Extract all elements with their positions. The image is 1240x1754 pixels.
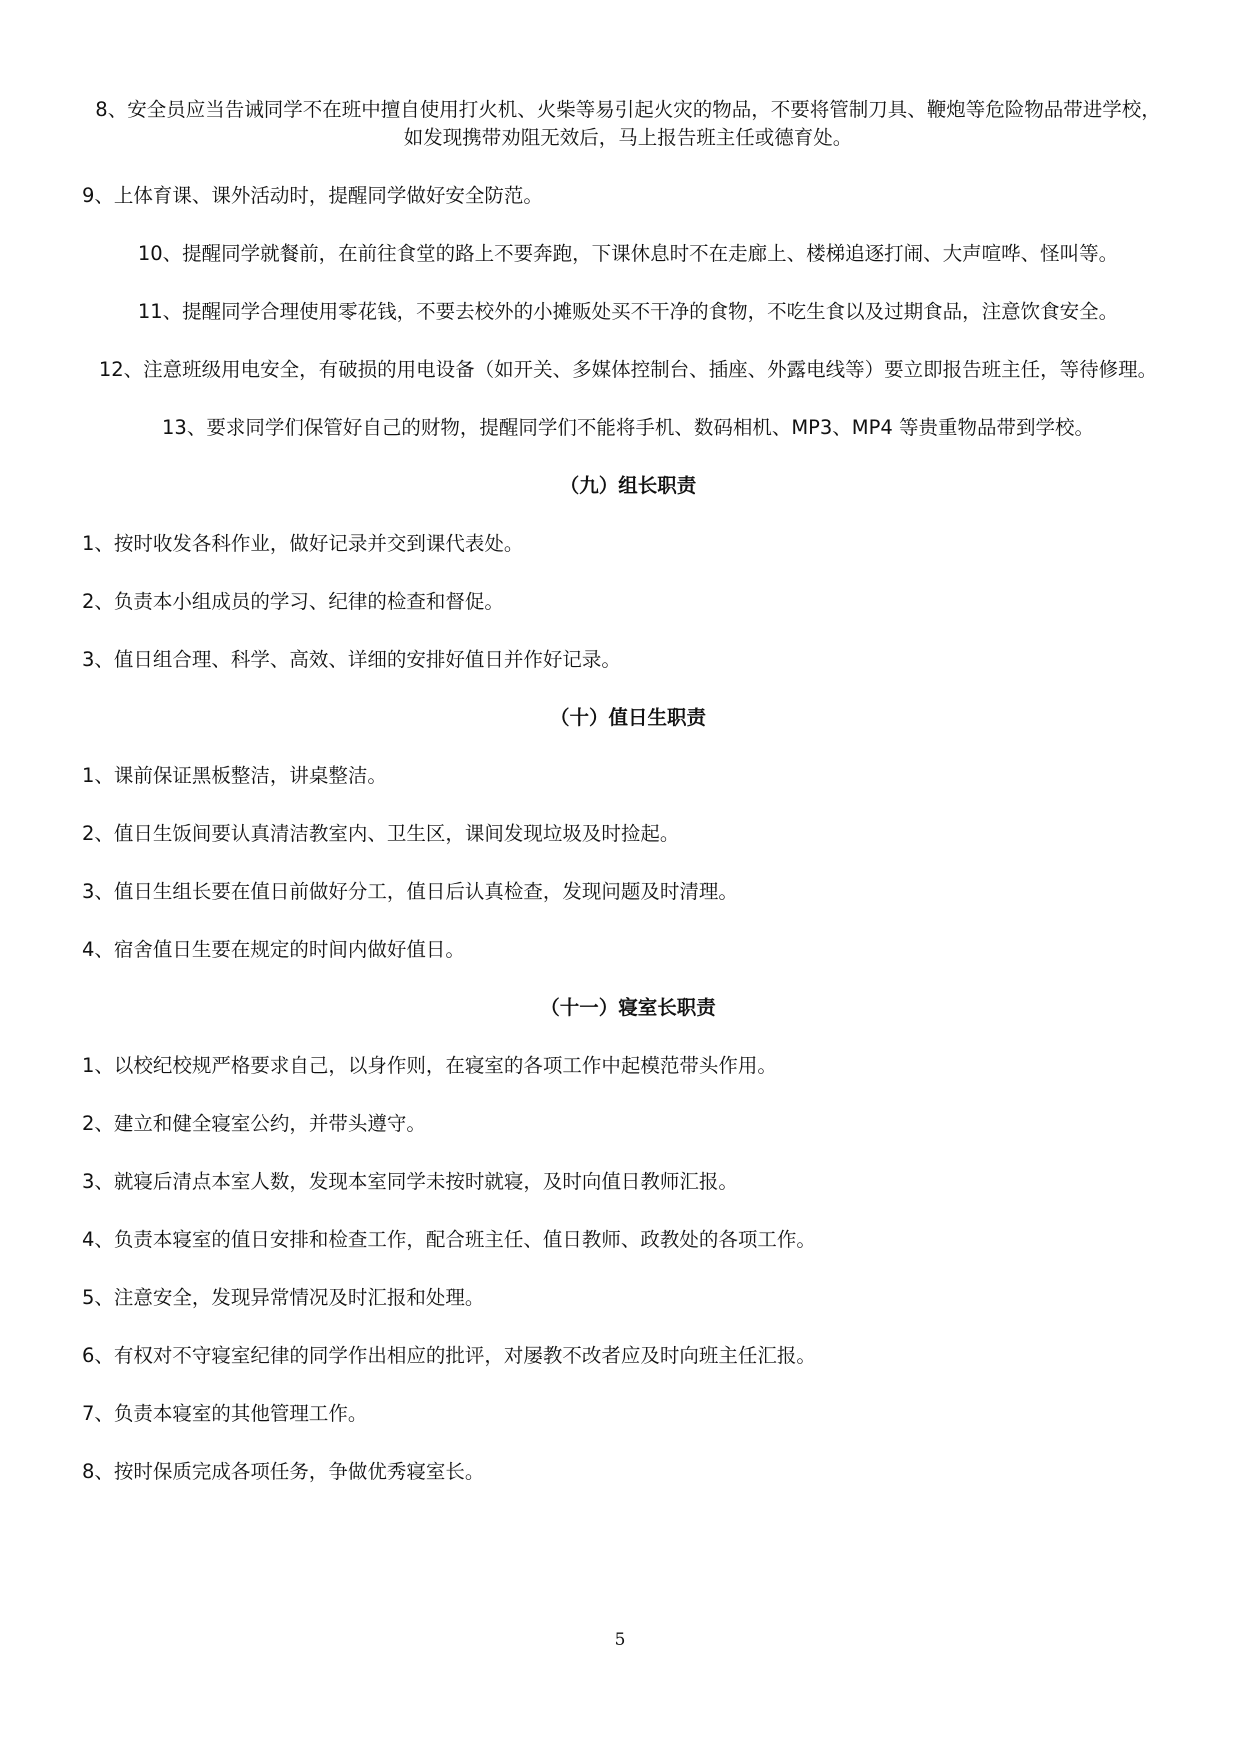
list-item: 11、提醒同学合理使用零花钱，不要去校外的小摊贩处买不干净的食物，不吃生食以及过期食品，注意饮食安全。 — [137, 300, 1119, 323]
list-item: 2、建立和健全寝室公约，并带头遵守。 — [82, 1112, 426, 1135]
list-item: 7、负责本寝室的其他管理工作。 — [82, 1402, 368, 1425]
list-item: 12、注意班级用电安全，有破损的用电设备（如开关、多媒体控制台、插座、外露电线等）要立即报告班主任，等待修理。 — [98, 358, 1158, 381]
section-heading: （十）值日生职责 — [549, 706, 706, 729]
list-item: 4、负责本寝室的值日安排和检查工作，配合班主任、值日教师、政教处的各项工作。 — [82, 1228, 816, 1251]
list-item: 1、按时收发各科作业，做好记录并交到课代表处。 — [82, 532, 524, 555]
list-item: 4、宿舍值日生要在规定的时间内做好值日。 — [82, 938, 465, 961]
document-body — [82, 96, 1168, 1486]
list-item: 9、上体育课、课外活动时，提醒同学做好安全防范。 — [82, 184, 543, 207]
list-item: 13、要求同学们保管好自己的财物，提醒同学们不能将手机、数码相机、MP3、MP4 等贵重物品带到学校。 — [162, 416, 1094, 439]
list-item: 2、负责本小组成员的学习、纪律的检查和督促。 — [82, 590, 504, 613]
list-item: 6、有权对不守寝室纪律的同学作出相应的批评，对屡教不改者应及时向班主任汇报。 — [82, 1344, 816, 1367]
list-item: 3、就寝后清点本室人数，发现本室同学未按时就寝，及时向值日教师汇报。 — [82, 1170, 738, 1193]
list-item: 8、安全员应当告诫同学不在班中擅自使用打火机、火柴等易引起火灾的物品，不要将管制刀具、鞭炮等危险物品带进学校，如发现携带劝阻无效后，马上报告班主任或德育处。 — [95, 98, 1161, 149]
list-item: 1、课前保证黑板整洁，讲桌整洁。 — [82, 764, 387, 787]
section-heading: （九）组长职责 — [559, 474, 697, 497]
page-number: 5 — [614, 1630, 626, 1650]
list-item: 3、值日生组长要在值日前做好分工，值日后认真检查，发现问题及时清理。 — [82, 880, 738, 903]
list-item: 2、值日生饭间要认真清洁教室内、卫生区，课间发现垃圾及时捡起。 — [82, 822, 680, 845]
section-heading: （十一）寝室长职责 — [540, 996, 716, 1019]
list-item: 1、以校纪校规严格要求自己，以身作则，在寝室的各项工作中起模范带头作用。 — [82, 1054, 777, 1077]
list-item: 5、注意安全，发现异常情况及时汇报和处理。 — [82, 1286, 485, 1309]
list-item: 3、值日组合理、科学、高效、详细的安排好值日并作好记录。 — [82, 648, 621, 671]
list-item: 10、提醒同学就餐前，在前往食堂的路上不要奔跑，下课休息时不在走廊上、楼梯追逐打闹、大声喧哗、怪叫等。 — [137, 242, 1119, 265]
list-item: 8、按时保质完成各项任务，争做优秀寝室长。 — [82, 1460, 485, 1483]
